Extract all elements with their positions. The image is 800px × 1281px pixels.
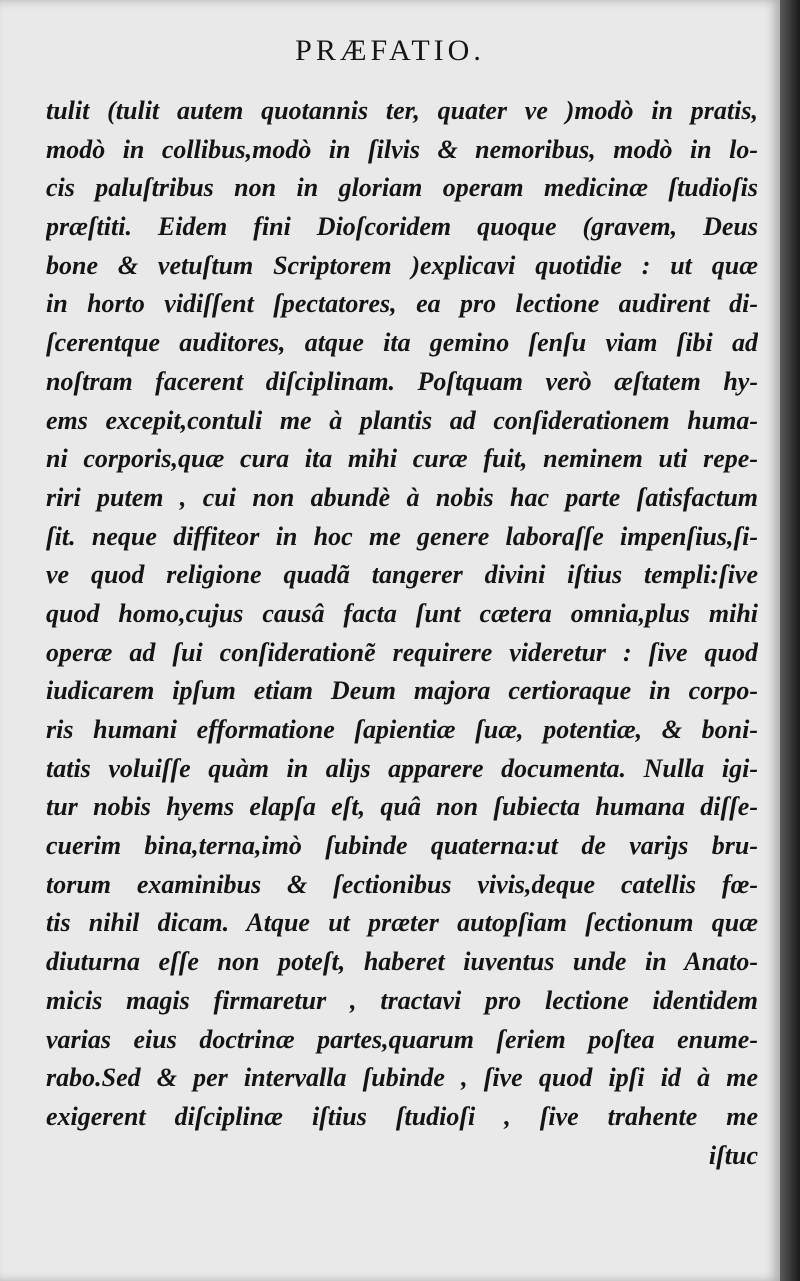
running-head: PRÆFATIO. xyxy=(295,34,485,67)
text-line: iudicarem ipſum etiam Deum majora certioraque in corpo- xyxy=(46,676,758,706)
body-text xyxy=(46,92,758,1175)
text-line: bone & vetuſtum Scriptorem )explicavi quotidie : ut quæ xyxy=(46,250,758,280)
text-line: tis nihil dicam. Atque ut præter autopſiam ſectionum quæ xyxy=(46,908,758,938)
text-line: tur nobis hyems elapſa eſt, quâ non ſubiecta humana diſſe- xyxy=(46,792,758,822)
text-line: tulit (tulit autem quotannis ter, quater ve )modò in pratis, xyxy=(46,96,758,125)
text-line: ſit. neque diffiteor in hoc me genere laboraſſe impenſius,ſi- xyxy=(46,521,758,551)
page-edge-shadow xyxy=(780,0,800,1281)
catchword: iſtuc xyxy=(708,1140,758,1170)
text-line: modò in collibus,modò in ſilvis & nemoribus, modò in lo- xyxy=(46,134,758,164)
text-line: ni corporis,quæ cura ita mihi curæ fuit, neminem uti repe- xyxy=(46,444,758,474)
text-line: præſtiti. Eidem fini Dioſcoridem quoque (gravem, Deus xyxy=(46,212,758,242)
text-line: ve quod religione quadã tangerer divini iſtius templi:ſive xyxy=(46,560,758,590)
text-line: exigerent diſciplinæ iſtius ſtudioſi , ſive trahente me xyxy=(46,1101,758,1131)
text-line: quod homo,cujus causâ facta ſunt cætera omnia,plus mihi xyxy=(46,598,758,628)
text-line: in horto vidiſſent ſpectatores, ea pro lectione audirent di- xyxy=(46,289,758,319)
text-line: diuturna eſſe non poteſt, haberet iuventus unde in Anato- xyxy=(46,947,758,977)
text-line: tatis voluiſſe quàm in aliȷs apparere documenta. Nulla igi- xyxy=(46,753,758,783)
text-line: cis paluſtribus non in gloriam operam medicinæ ſtudioſis xyxy=(46,173,758,203)
text-line: ris humani efformatione ſapientiæ ſuæ, potentiæ, & boni- xyxy=(46,715,758,744)
text-line: noſtram facerent diſciplinam. Poſtquam verò æſtatem hy- xyxy=(46,366,758,396)
text-line: operæ ad ſui conſideratione͂ requirere videretur : ſive quod xyxy=(46,637,758,667)
text-line: micis magis firmaretur , tractavi pro lectione identidem xyxy=(46,985,758,1015)
text-line: torum examinibus & ſectionibus vivis,deque catellis fœ- xyxy=(46,869,758,899)
text-line: ems excepit,contuli me à plantis ad conſiderationem huma- xyxy=(46,405,758,435)
text-line: ſcerentque auditores, atque ita gemino ſenſu viam ſibi ad xyxy=(46,328,758,358)
text-line: riri putem , cui non abundè à nobis hac parte ſatisfactum xyxy=(46,482,758,512)
text-line: cuerim bina,terna,imò ſubinde quaterna:ut de variȷs bru- xyxy=(46,831,758,861)
text-line: rabo.Sed & per intervalla ſubinde , ſive quod ipſi id à me xyxy=(46,1063,758,1093)
text-line: varias eius doctrinæ partes,quarum ſeriem poſtea enume- xyxy=(46,1024,758,1054)
